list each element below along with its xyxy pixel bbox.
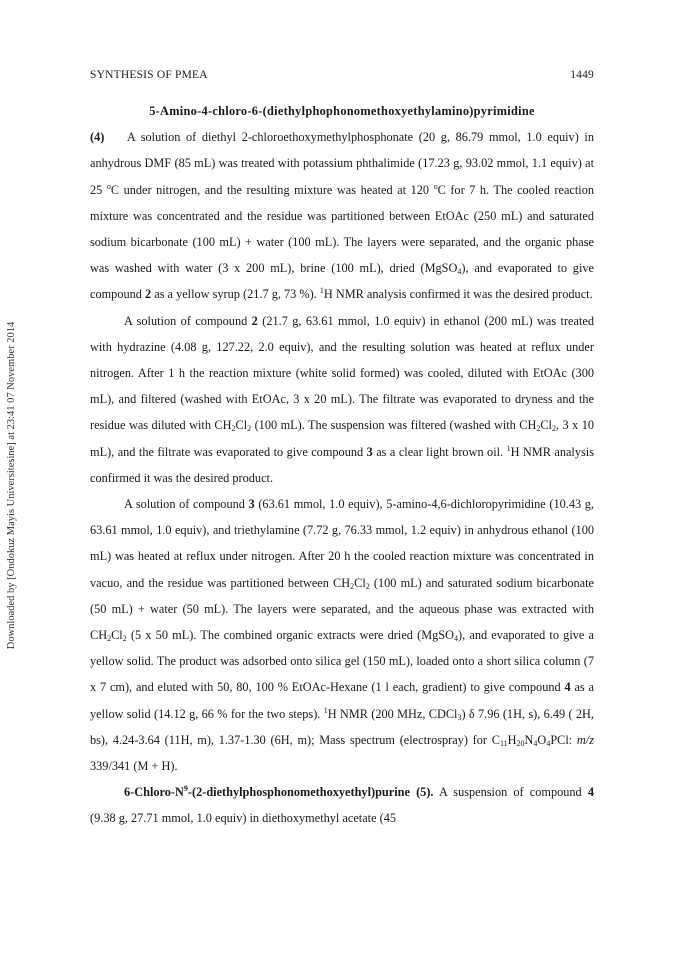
article-body — [90, 98, 594, 832]
download-notice-text: Downloaded by [Ondokuz Mayis Universitesine] at 23:41 07 November 2014 — [6, 321, 18, 649]
running-title: SYNTHESIS OF PMEA — [90, 69, 208, 81]
compound-ref: 3 — [248, 497, 255, 512]
paragraph-4: $6-Chloro-N^9-(2-diethylphosphonomethoxyethyl)purine$ (5). A suspension of compound 4 (9.38 g, 27.71 mmol, 1.0 equiv) in diethoxymethyl acetate (45 — [90, 784, 594, 826]
compound-ref: 4 — [587, 785, 594, 800]
compound-ref: 3 — [366, 444, 373, 459]
compound-label: (4) — [90, 130, 105, 145]
paragraph-3: A solution of compound 3 (63.61 mmol, 1.0 equiv), 5-amino-4,6-dichloropyrimidine (10.43 g, 63.61 mmol, 1.0 equiv), and triethylamine (7.72 g, 76.33 mmol, 1.2 equiv) in anhydrous ethanol (100 mL) was heated at reflux under nitrogen. After 20 h the cooled reaction mixture was concentrated in vacuo, and the residue was partitioned between $CH_2Cl_2$ (100 mL) and saturated sodium bicarbonate (50 mL) + water (50 mL). The layers were separated, and the aqueous phase was extracted with $CH_2Cl_2$ (5 x 50 mL). The combined organic extracts were dried (MgSO$_4$), and evaporated to give a yellow solid. The product was adsorbed onto silica gel (150 mL), loaded onto a short silica column (7 x 7 cm), and eluted with 50, 80, 100 % EtOAc-Hexane (1 l each, gradient) to give compound 4 as a yellow solid (14.12 g, 66 % for the two steps). $^1$H NMR (200 MHz, CDCl$_3$) δ 7.96 (1H, s), 6.49 ( 2H, bs), 4.24-3.64 (11H, m), 1.37-1.30 (6H, m); Mass spectrum (electrospray) for $C_{11}H_{20}N_4O_4PCl$: m/z 339/341 (M + H). — [90, 497, 594, 774]
paragraph-1: (4) A solution of diethyl 2-chloroethoxymethylphosphonate (20 g, 86.79 mmol, 1.0 equiv) in anhydrous DMF (85 mL) was treated with potassium phthalimide (17.23 g, 93.02 mmol, 1.1 equiv) at 25 $^o$C under nitrogen, and the resulting mixture was heated at 120 $^o$C for 7 h. The cooled reaction mixture was concentrated and the residue was partitioned between EtOAc (250 mL) and saturated sodium bicarbonate (100 mL) + water (100 mL). The layers were separated, and the organic phase was washed with water (3 x 200 mL), brine (100 mL), dried (MgSO$_4$), and evaporated to give compound 2 as a yellow syrup (21.7 g, 73 %). $^1$H NMR analysis confirmed it was the desired product. — [90, 130, 594, 302]
download-notice — [3, 260, 21, 710]
compound-ref: 2 — [251, 313, 258, 328]
compound-5-heading: $6-Chloro-N^9-(2-diethylphosphonomethoxyethyl)purine$ (5). — [124, 784, 434, 800]
page-number: 1449 — [570, 69, 594, 81]
compound-4-heading: 5-Amino-4-chloro-6-(diethylphophonomethoxyethylamino)pyrimidine — [149, 104, 535, 118]
compound-ref: 4 — [564, 680, 571, 695]
paragraph-2: A solution of compound 2 (21.7 g, 63.61 mmol, 1.0 equiv) in ethanol (200 mL) was treated with hydrazine (4.08 g, 127.22, 2.0 equiv), and the resulting solution was heated at reflux under nitrogen. After 1 h the reaction mixture (white solid formed) was cooled, diluted with EtOAc (300 mL), and filtered (washed with EtOAc, 3 x 20 mL). The filtrate was evaporated to dryness and the residue was diluted with $CH_2Cl_2$ (100 mL). The suspension was filtered (washed with $CH_2Cl_2$, 3 x 10 mL), and the filtrate was evaporated to give compound 3 as a clear light brown oil. $^1$H NMR analysis confirmed it was the desired product. — [90, 313, 594, 485]
compound-ref: 2 — [145, 287, 152, 302]
mz-label: m/z — [576, 732, 594, 747]
